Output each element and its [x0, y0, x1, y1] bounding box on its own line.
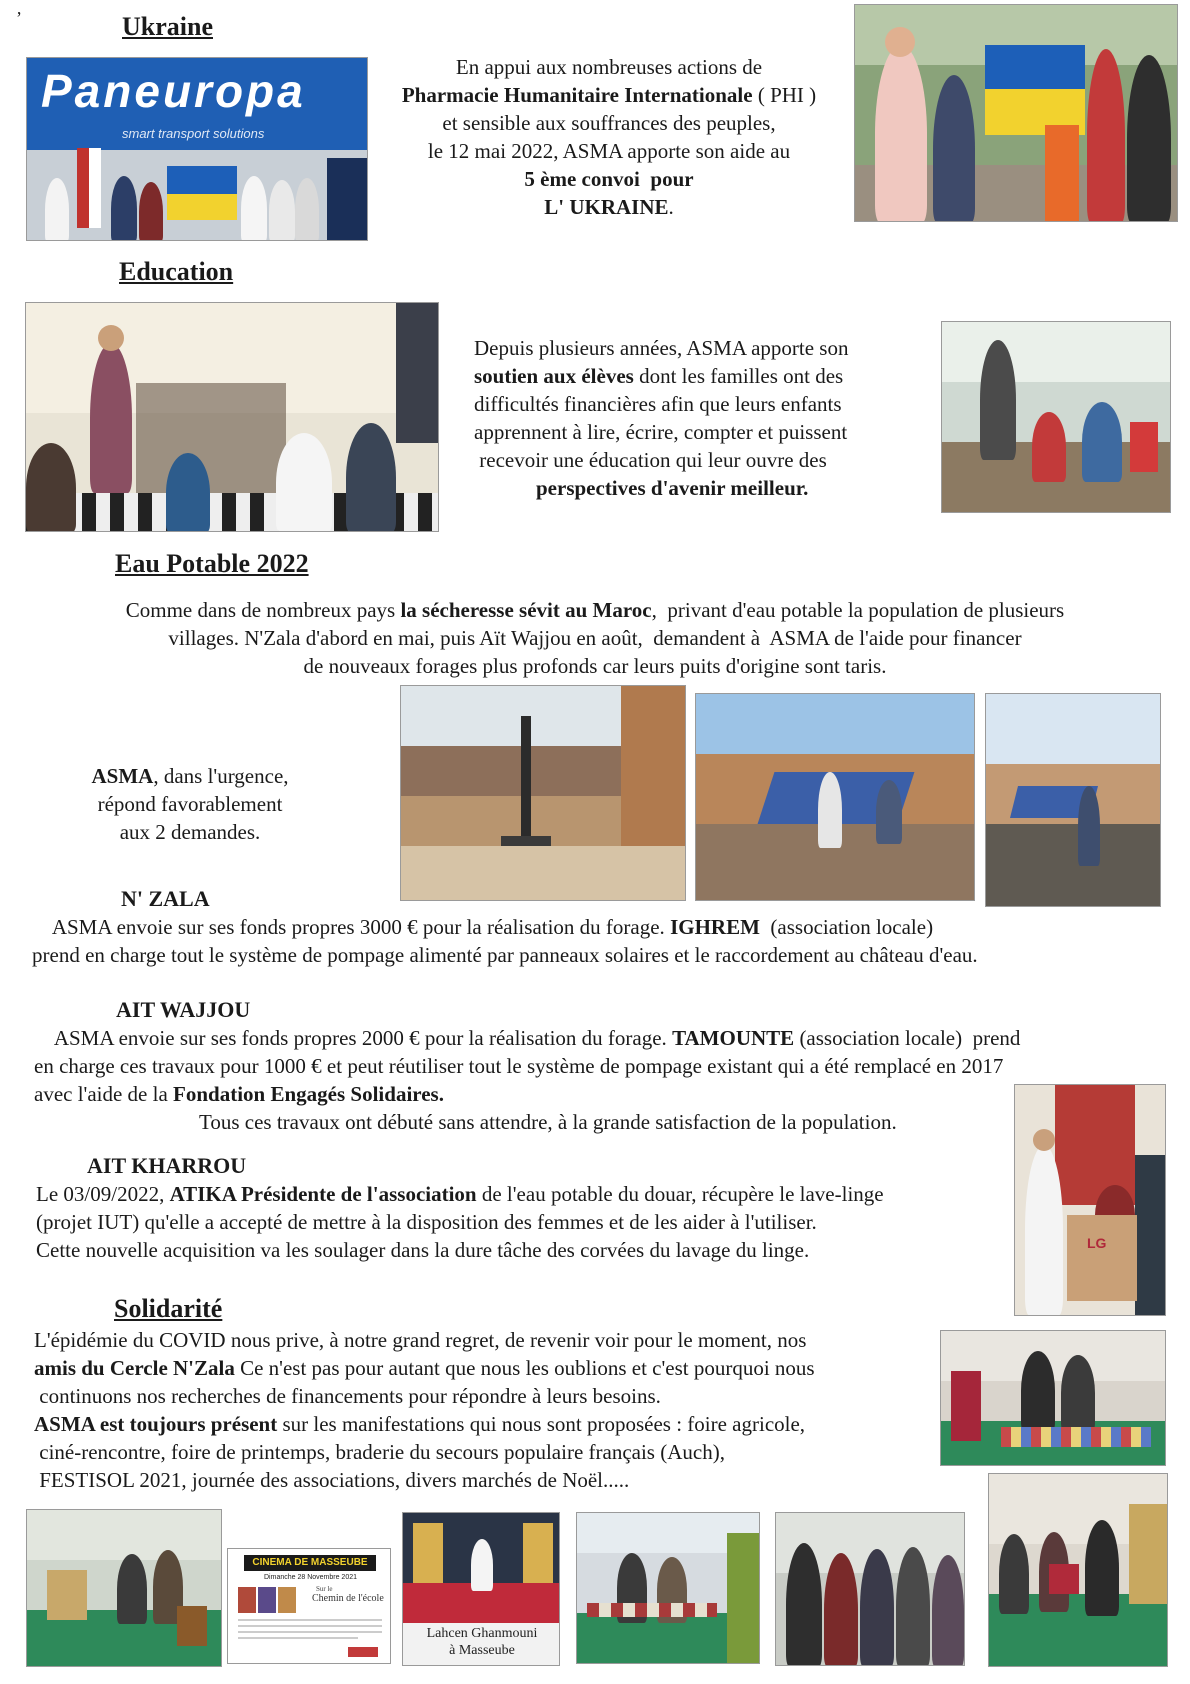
asma-response-line — [60, 790, 320, 818]
ukraine-line — [370, 53, 848, 81]
eau-intro-text — [30, 596, 1160, 680]
bold-text-segment: Fondation Engagés Solidaires. — [173, 1082, 444, 1106]
text-segment: apprennent à lire, écrire, compter et puissent — [474, 420, 848, 444]
photo-solar-panels-install — [695, 693, 975, 901]
subheading-nzala: N' ZALA — [121, 886, 210, 911]
caption-line-1: Lahcen Ghanmouni — [426, 1626, 538, 1641]
solidarite-line — [34, 1466, 944, 1494]
ait-kharrou-text — [36, 1180, 1016, 1264]
text-segment: Comme dans de nombreux pays — [125, 598, 401, 622]
bold-text-segment: L' UKRAINE — [544, 195, 669, 219]
ait-wajjou-text — [34, 1024, 1174, 1136]
ait-kharrou-line — [36, 1208, 1016, 1236]
education-line — [474, 334, 904, 362]
photo-washing-machine-delivery — [1014, 1084, 1166, 1316]
photo-drilling-rig — [400, 685, 686, 901]
photo-classroom-2 — [941, 321, 1171, 513]
asma-response-line — [60, 818, 320, 846]
text-segment: Ce n'est pas pour autant que nous les oublions et c'est pourquoi nous — [234, 1356, 815, 1380]
education-text — [474, 334, 904, 502]
solidarite-line — [34, 1354, 944, 1382]
text-segment: villages. N'Zala d'abord en mai, puis Aït Wajjou en août, demandent à ASMA de l'aide pour financer — [168, 626, 1022, 650]
ukraine-text — [370, 53, 848, 221]
education-line — [474, 474, 904, 502]
bold-text-segment: 5 ème convoi pour — [524, 167, 694, 191]
text-segment: de nouveaux forages plus profonds car leurs puits d'origine sont taris. — [303, 654, 887, 678]
subheading-ait-kharrou: AIT KHARROU — [87, 1153, 247, 1178]
bold-text-segment: TAMOUNTE — [672, 1026, 795, 1050]
caption-line-2: à Masseube — [449, 1643, 515, 1658]
bold-text-segment: Pharmacie Humanitaire Internationale — [401, 83, 753, 107]
text-segment: . — [668, 195, 674, 219]
text-segment: répond favorablement — [97, 792, 283, 816]
text-segment: Depuis plusieurs années, ASMA apporte son — [474, 336, 849, 360]
solidarite-text — [34, 1326, 944, 1494]
poster-date: Dimanche 28 Novembre 2021 — [264, 1574, 357, 1581]
asma-response-text — [60, 762, 320, 846]
nzala-text — [32, 913, 1172, 969]
subheading-ait-wajjou: AIT WAJJOU — [116, 997, 251, 1022]
eau-intro-line — [30, 652, 1160, 680]
text-segment: (projet IUT) qu'elle a accepté de mettre à la disposition des femmes et de les aider à l'utiliser. — [36, 1210, 817, 1234]
text-segment: sur les manifestations qui nous sont proposées : foire agricole, — [277, 1412, 806, 1436]
ait-wajjou-line — [34, 1108, 1174, 1136]
photo-volunteers-group — [775, 1512, 965, 1666]
text-segment: dont les familles ont des — [633, 364, 844, 388]
poster-film-prefix: Sur le — [316, 1585, 333, 1593]
text-segment: (association locale) prend — [794, 1026, 1021, 1050]
photo-market-stall-2 — [576, 1512, 760, 1664]
photo-cinema-poster — [227, 1548, 391, 1664]
text-segment: Tous ces travaux ont débuté sans attendre, à la grande satisfaction de la population. — [199, 1110, 897, 1134]
text-segment: le 12 mai 2022, ASMA apporte son aide au — [427, 139, 791, 163]
text-segment: (association locale) — [759, 915, 934, 939]
truck-slogan-text: smart transport solutions — [122, 126, 265, 141]
education-line — [474, 390, 904, 418]
heading-solidarite: Solidarité — [114, 1294, 223, 1323]
asma-response-line — [60, 762, 320, 790]
photo-caption — [403, 1625, 560, 1659]
education-line — [474, 362, 904, 390]
photo-ukraine-flag-group — [854, 4, 1178, 222]
bold-text-segment: amis du Cercle N'Zala — [34, 1356, 235, 1380]
text-segment: En appui aux nombreuses actions de — [455, 55, 763, 79]
bold-text-segment: IGHREM — [670, 915, 760, 939]
text-segment: Cette nouvelle acquisition va les soulager dans la dure tâche des corvées du lavage du linge. — [36, 1238, 810, 1262]
poster-banner: CINEMA DE MASSEUBE — [244, 1555, 376, 1571]
stray-apostrophe: ’ — [16, 8, 22, 28]
photo-solar-panels-man — [985, 693, 1161, 907]
ait-wajjou-line — [34, 1052, 1174, 1080]
education-line — [474, 418, 904, 446]
heading-eau-potable: Eau Potable 2022 — [115, 549, 309, 578]
text-segment: avec l'aide de la — [34, 1082, 174, 1106]
heading-education: Education — [119, 257, 234, 286]
text-segment: difficultés financières afin que leurs enfants — [474, 392, 842, 416]
truck-logo-text: Paneuropa — [41, 65, 306, 117]
solidarite-line — [34, 1326, 944, 1354]
text-segment: FESTISOL 2021, journée des associations, divers marchés de Noël..... — [34, 1468, 630, 1492]
ukraine-line — [370, 165, 848, 193]
photo-craft-stall — [940, 1330, 1166, 1466]
text-segment: en charge ces travaux pour 1000 € et peut réutiliser tout le système de pompage existant qui a été remplacé en 2017 — [34, 1054, 1004, 1078]
text-segment: ciné-rencontre, foire de printemps, braderie du secours populaire français (Auch), — [34, 1440, 725, 1464]
ukraine-line — [370, 81, 848, 109]
text-segment: de l'eau potable du douar, récupère le lave-linge — [476, 1182, 884, 1206]
ukraine-line — [370, 109, 848, 137]
text-segment: L'épidémie du COVID nous prive, à notre grand regret, de revenir voir pour le moment, nos — [34, 1328, 807, 1352]
ukraine-line — [370, 193, 848, 221]
text-segment: , privant d'eau potable la population de plusieurs — [651, 598, 1065, 622]
box-brand-text: LG — [1087, 1235, 1107, 1251]
text-segment: recevoir une éducation qui leur ouvre des — [474, 448, 827, 472]
text-segment: ASMA envoie sur ses fonds propres 3000 € pour la réalisation du forage. — [32, 915, 671, 939]
eau-intro-line — [30, 596, 1160, 624]
ait-wajjou-line — [34, 1024, 1174, 1052]
nzala-line — [32, 913, 1172, 941]
solidarite-line — [34, 1410, 944, 1438]
bold-text-segment: ASMA est toujours présent — [34, 1412, 278, 1436]
eau-intro-line — [30, 624, 1160, 652]
text-segment: aux 2 demandes. — [119, 820, 261, 844]
photo-christmas-market — [988, 1473, 1168, 1667]
solidarite-line — [34, 1438, 944, 1466]
solidarite-line — [34, 1382, 944, 1410]
bold-text-segment: ATIKA Présidente de l'association — [169, 1182, 477, 1206]
photo-paneuropa-truck — [26, 57, 368, 241]
text-segment: , dans l'urgence, — [153, 764, 289, 788]
ukraine-line — [370, 137, 848, 165]
ait-kharrou-line — [36, 1180, 1016, 1208]
photo-market-stall-1 — [26, 1509, 222, 1667]
bold-text-segment: ASMA — [91, 764, 154, 788]
text-segment: ( PHI ) — [752, 83, 817, 107]
text-segment: ASMA envoie sur ses fonds propres 2000 € pour la réalisation du forage. — [34, 1026, 673, 1050]
photo-speaker-stage — [402, 1512, 560, 1666]
nzala-line — [32, 941, 1172, 969]
text-segment: prend en charge tout le système de pompage alimenté par panneaux solaires et le raccordement au château d'eau. — [32, 943, 978, 967]
photo-classroom — [25, 302, 439, 532]
bold-text-segment: perspectives d'avenir meilleur. — [536, 476, 809, 500]
text-segment: continuons nos recherches de financements pour répondre à leurs besoins. — [34, 1384, 661, 1408]
education-line — [474, 446, 904, 474]
bold-text-segment: la sécheresse sévit au Maroc — [400, 598, 652, 622]
bold-text-segment: soutien aux élèves — [474, 364, 634, 388]
text-segment: et sensible aux souffrances des peuples, — [442, 111, 776, 135]
text-segment: Le 03/09/2022, — [36, 1182, 170, 1206]
ait-kharrou-line — [36, 1236, 1016, 1264]
heading-ukraine: Ukraine — [122, 12, 213, 41]
poster-film-title: Chemin de l'école — [312, 1593, 384, 1604]
ait-wajjou-line — [34, 1080, 1174, 1108]
